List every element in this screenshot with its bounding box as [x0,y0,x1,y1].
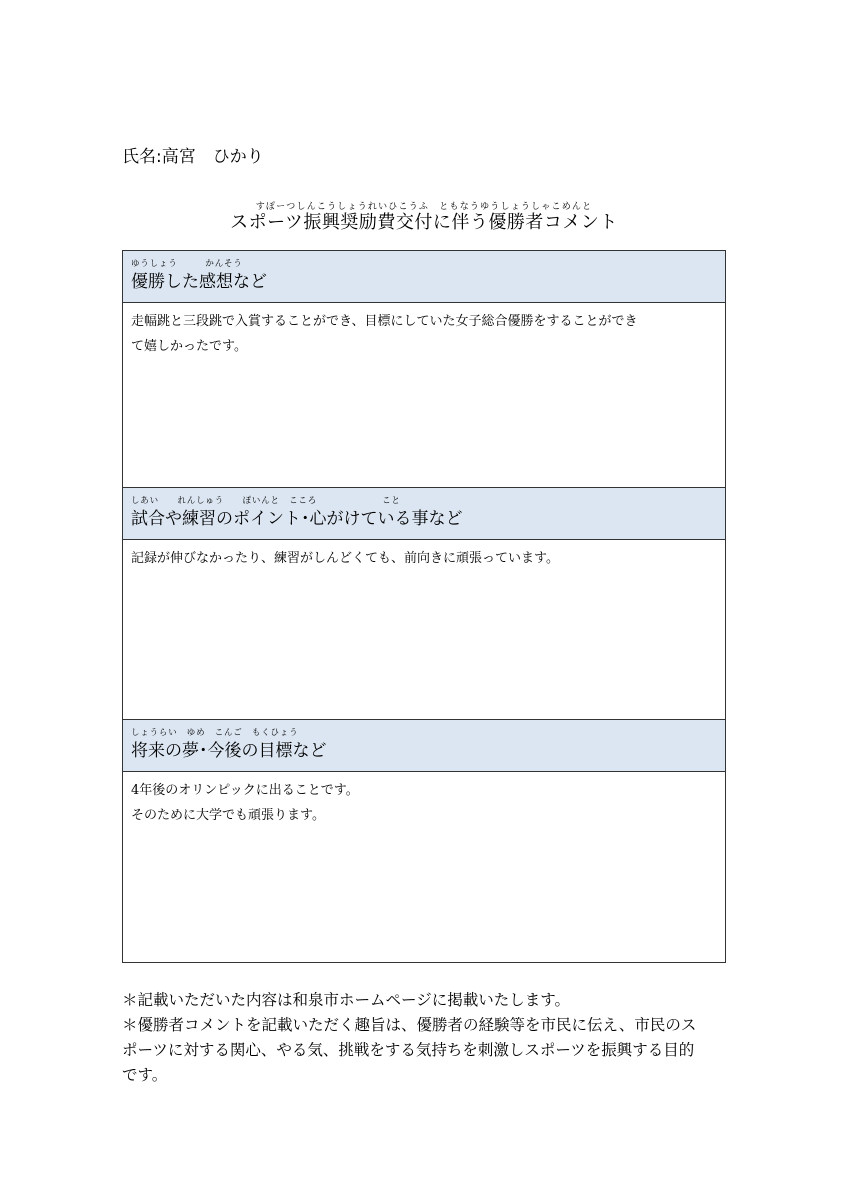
section-label: 将来の夢･今後の目標など [131,741,327,761]
section-header-future-goals [123,720,725,772]
section-ruby: しあい れんしゅう ぽいんと こころ こと [131,496,401,506]
document-title [150,202,698,234]
section-ruby: ゆうしょう かんそう [131,259,243,269]
answer-line: そのために大学でも頑張ります。 [131,808,325,823]
section-ruby: しょうらい ゆめ こんご もくひょう [131,728,299,738]
section-answer-future-goals [123,772,725,962]
title-ruby: すぽーつしんこうしょうれいひこうふ ともなうゆうしょうしゃこめんと [255,202,593,212]
section-answer-practice-points [123,540,725,720]
answer-line: 記録が伸びなかったり、練習がしんどくても、前向きに頑張っています。 [131,551,559,566]
answer-line: 4年後のオリンピックに出ることです。 [131,783,359,798]
section-header-practice-points [123,488,725,540]
footnote-line: ＊記載いただいた内容は和泉市ホームページに掲載いたします。 [122,991,570,1009]
section-answer-impressions [123,303,725,488]
section-header-impressions [123,251,725,303]
answer-line: て嬉しかったです。 [131,339,247,354]
footnote-line: ポーツに対する関心、やる気、挑戦をする気持ちを刺激しスポーツを振興する目的 [122,1041,695,1059]
applicant-name: 氏名:高宮 ひかり [122,147,264,167]
footnote-line: ＊優勝者コメントを記載いただく趣旨は、優勝者の経験等を市民に伝え、市民のス [122,1016,697,1034]
footnote-line: です。 [122,1066,168,1084]
comment-form [122,250,726,963]
footnotes [122,988,732,1088]
title-text: スポーツ振興奨励費交付に伴う優勝者コメント [230,212,618,233]
answer-line: 走幅跳と三段跳で入賞することができ、目標にしていた女子総合優勝をすることができ [131,314,638,329]
section-label: 試合や練習のポイント･心がけている事など [131,509,463,529]
section-label: 優勝した感想など [131,272,267,292]
